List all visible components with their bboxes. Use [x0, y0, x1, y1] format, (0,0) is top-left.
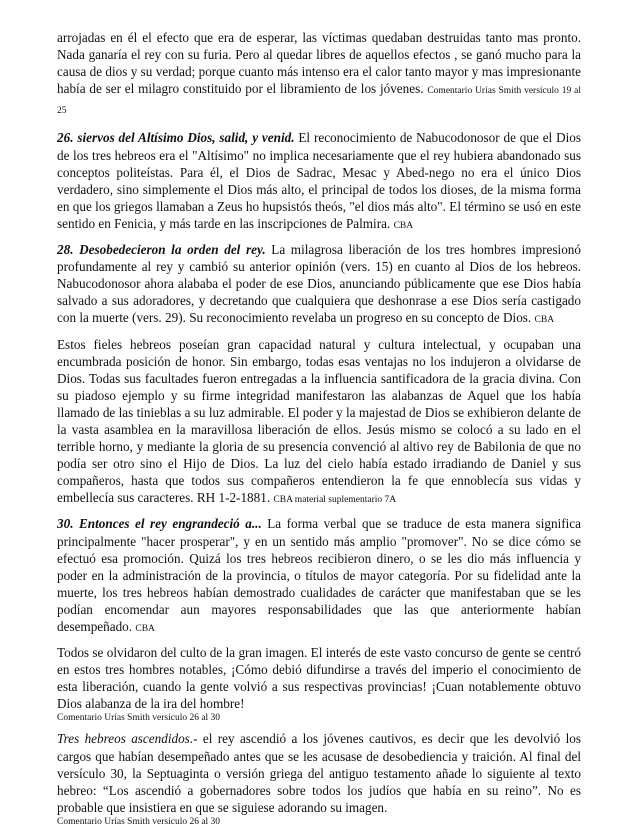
source-citation: CBA — [534, 315, 555, 326]
paragraph-verse-26 — [57, 129, 581, 235]
paragraph-great-image — [57, 644, 581, 724]
paragraph-verse-28 — [57, 241, 581, 329]
source-citation: Comentario Urías Smith versículo 26 al 30 — [57, 713, 221, 724]
paragraph-text: La milagrosa liberación de los tres hombres impresionó profundamente al rey y cambió su anterior opinión (vers. 15) en cuanto al Dios de los hebreos. Nabucodonosor ahora alababa el poder de ese Dios, anunciando públicamente que ese Dios había salvado a sus adoradores, y decretando que cualquiera que deshonrase a ese Dios sería castigado con la muerte (vers. 29). Su reconocimiento revelaba un progreso en su concepto de Dios. — [57, 242, 581, 326]
verse-heading: 30. Entonces el rey engrandeció a... — [57, 516, 262, 532]
source-citation: Comentario Urías Smith versículo 26 al 30 — [57, 816, 221, 827]
source-citation: CBA — [393, 220, 414, 231]
section-heading: Tres hebreos ascendidos. — [57, 731, 194, 747]
source-citation: Comentario Urías Smith versículo 19 al 25 — [57, 86, 581, 117]
paragraph-text: Todos se olvidaron del culto de la gran imagen. El interés de este vasto concurso de gente se centró en estos tres hombres notables, ¡Cómo debió difundirse a través del imperio el conocimiento de esta liberación, cuando la gente volvió a sus respectivas provincias! ¡Cuan notablemente obtuvo Dios alabanza de la ira del hombre! — [57, 645, 581, 712]
paragraph-text: La forma verbal que se traduce de esta manera significa principalmente "hacer prosperar", y en un sentido más amplio "promover". No se dice cómo se efectuó esa promoción. Quizá los tres hebreos recibieron dinero, o se les dio más influencia y poder en la administración de la provincia, o títulos de mayor categoría. Por su fidelidad ante la muerte, los tres hebreos habían demostrado cualidades de carácter que manifestaban que se les podían encomendar aun mayores responsabilidades que las que anteriormente habían desempeñado. — [57, 516, 581, 634]
paragraph-text: arrojadas en él el efecto que era de esperar, las víctimas quedaban destruidas tanto mas pronto. Nada ganaría el rey con su furia. Pero al quedar libres de aquellos efectos , se ganó mucho para la causa de dios y su verdad; porque cuanto más intenso era el calor tanto mayor y mas impresionante había de ser el milagro constituido por el libramiento de los jóvenes. — [57, 30, 581, 97]
paragraph-text: El reconocimiento de Nabucodonosor de que el Dios de los tres hebreos era el "Altísimo" no implica necesariamente que el rey hubiera abandonado sus conceptos politeístas. Para él, el Dios de Sadrac, Mesac y Abed-nego no era el único Dios verdadero, sino simplemente el Dios más alto, el principal de todos los dioses, de la misma forma en que los griegos llamaban a Zeus ho hupsistós theós, "el dios más alto". El término se usó en este sentido en Fenicia, y más tarde en las inscripciones de Palmira. — [57, 130, 581, 231]
paragraph-text: - el rey ascendió a los jóvenes cautivos, es decir que les devolvió los cargos que habían desempeñado antes que se les acusase de desobediencia y traición. Al final del versículo 30, la Septuaginta o versión griega del antiguo testamento añade lo siguiente al texto hebreo: “Los ascendió a gobernadores sobre todos los judíos que había en su reino”. No es probable que insistiera en que se siguiese adorando su imagen. — [57, 731, 581, 815]
paragraph-text: Estos fieles hebreos poseían gran capacidad natural y cultura intelectual, y ocupaban una encumbrada posición de honor. Sin embargo, todas esas ventajas no los indujeron a olvidarse de Dios. Todas sus facultades fueron entregadas a la influencia santificadora de la gracia divina. Con su piadoso ejemplo y su firme integridad manifestaron las alabanzas de Aquel que los había llamado de las tinieblas a su luz admirable. El poder y la majestad de Dios se exhibieron delante de la vasta asamblea en la maravillosa liberación de ellos. Jesús mismo se colocó a su lado en el terrible horno, y mediante la gloria de su presencia convenció al altivo rey de Babilonia de que no podía ser otro sino el Hijo de Dios. La luz del cielo había estado irradiando de Daniel y sus compañeros, hasta que todos sus compañeros entendieron la fe que ennoblecía sus vidas y embellecía sus caracteres. RH 1-2-1881. — [57, 336, 581, 506]
source-citation: CBA material suplementario 7A — [273, 495, 397, 506]
verse-heading: 26. siervos del Altísimo Dios, salid, y venid. — [57, 130, 295, 146]
paragraph-verse-30 — [57, 515, 581, 638]
paragraph-promoted-hebrews — [57, 730, 581, 827]
paragraph-faithful-hebrews — [57, 336, 581, 510]
document-page — [57, 29, 581, 834]
paragraph-fire-effect — [57, 29, 581, 120]
verse-heading: 28. Desobedecieron la orden del rey. — [57, 242, 266, 258]
source-citation: CBA — [135, 624, 155, 634]
